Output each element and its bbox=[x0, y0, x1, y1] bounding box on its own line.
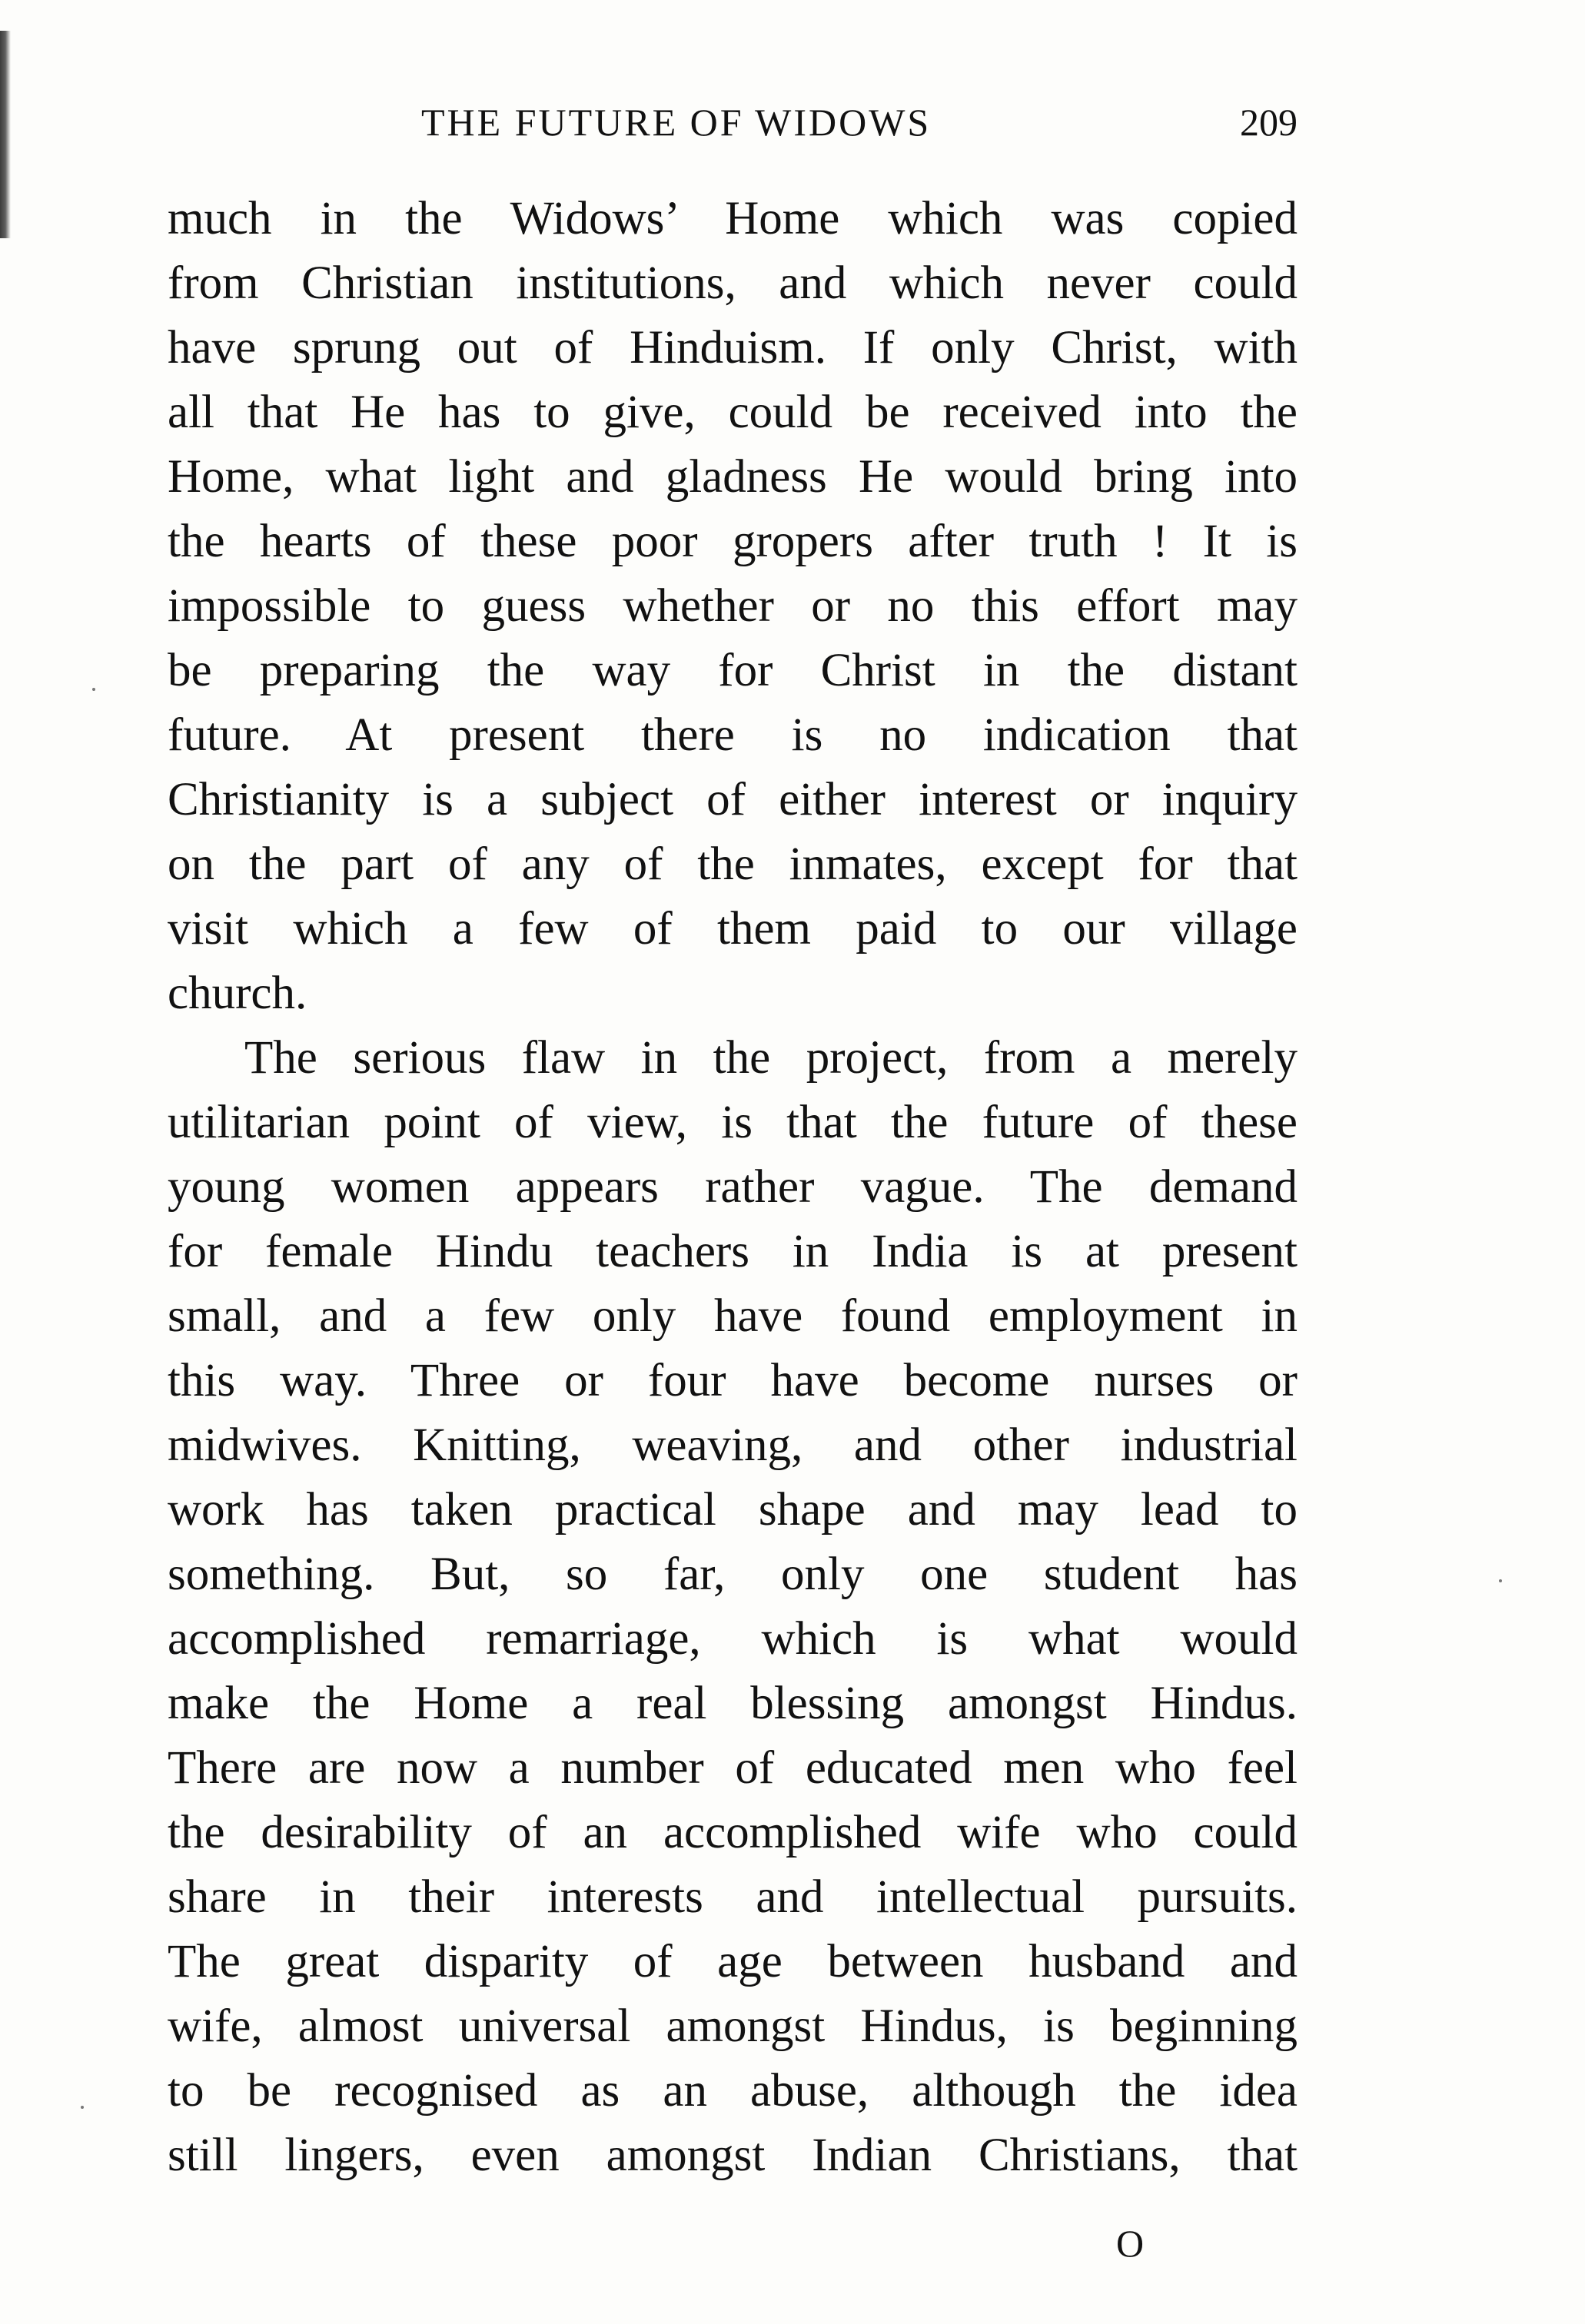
running-header bbox=[168, 100, 1298, 161]
text-line: wife, almost universal amongst Hindus, is beginning bbox=[168, 2000, 1298, 2052]
text-line: to be recognised as an abuse, although the idea bbox=[168, 2065, 1298, 2116]
text-line: future. At present there is no indication that bbox=[168, 709, 1298, 761]
text-line: this way. Three or four have become nurses or bbox=[168, 1355, 1298, 1406]
page-edge-mark bbox=[0, 31, 11, 238]
text-line: for female Hindu teachers in India is at present bbox=[168, 1226, 1298, 1277]
text-line: on the part of any of the inmates, except for that bbox=[168, 838, 1298, 890]
text-line: share in their interests and intellectual pursuits. bbox=[168, 1871, 1298, 1923]
paper-speck bbox=[1499, 1579, 1502, 1582]
text-line: utilitarian point of view, is that the future of these bbox=[168, 1097, 1298, 1148]
page-number: 209 bbox=[1240, 101, 1298, 144]
text-line: There are now a number of educated men who feel bbox=[168, 1742, 1298, 1794]
signature-mark: O bbox=[1116, 2222, 1145, 2265]
text-line: have sprung out of Hinduism. If only Christ, with bbox=[168, 322, 1298, 374]
text-line: church. bbox=[168, 968, 307, 1019]
text-line: Christianity is a subject of either interest or inquiry bbox=[168, 774, 1298, 825]
text-line: still lingers, even amongst Indian Christians, that bbox=[168, 2130, 1298, 2181]
text-line: visit which a few of them paid to our village bbox=[168, 903, 1298, 954]
text-line: much in the Widows’ Home which was copied bbox=[168, 193, 1298, 244]
text-line: accomplished remarriage, which is what would bbox=[168, 1613, 1298, 1665]
text-line: The great disparity of age between husband and bbox=[168, 1936, 1298, 1987]
text-line: from Christian institutions, and which never could bbox=[168, 257, 1298, 309]
paper-speck bbox=[92, 688, 95, 691]
text-line: work has taken practical shape and may lead to bbox=[168, 1484, 1298, 1536]
text-line: Home, what light and gladness He would bring into bbox=[168, 451, 1298, 503]
text-line: the desirability of an accomplished wife who could bbox=[168, 1807, 1298, 1858]
paragraph-2 bbox=[168, 1026, 1298, 2188]
text-line: the hearts of these poor gropers after truth ! It is bbox=[168, 516, 1298, 567]
text-line: young women appears rather vague. The demand bbox=[168, 1161, 1298, 1213]
text-line: The serious flaw in the project, from a merely bbox=[244, 1032, 1298, 1084]
text-line: something. But, so far, only one student has bbox=[168, 1549, 1298, 1600]
paper-speck bbox=[81, 2106, 84, 2109]
running-title: THE FUTURE OF WIDOWS bbox=[421, 101, 932, 144]
text-line: midwives. Knitting, weaving, and other industrial bbox=[168, 1419, 1298, 1471]
text-line: impossible to guess whether or no this effort may bbox=[168, 580, 1298, 632]
body-text bbox=[168, 187, 1298, 2188]
text-line: make the Home a real blessing amongst Hindus. bbox=[168, 1678, 1298, 1729]
text-line: all that He has to give, could be received into the bbox=[168, 387, 1298, 438]
text-line: be preparing the way for Christ in the distant bbox=[168, 645, 1298, 696]
paragraph-1 bbox=[168, 187, 1298, 1026]
text-line: small, and a few only have found employment in bbox=[168, 1290, 1298, 1342]
